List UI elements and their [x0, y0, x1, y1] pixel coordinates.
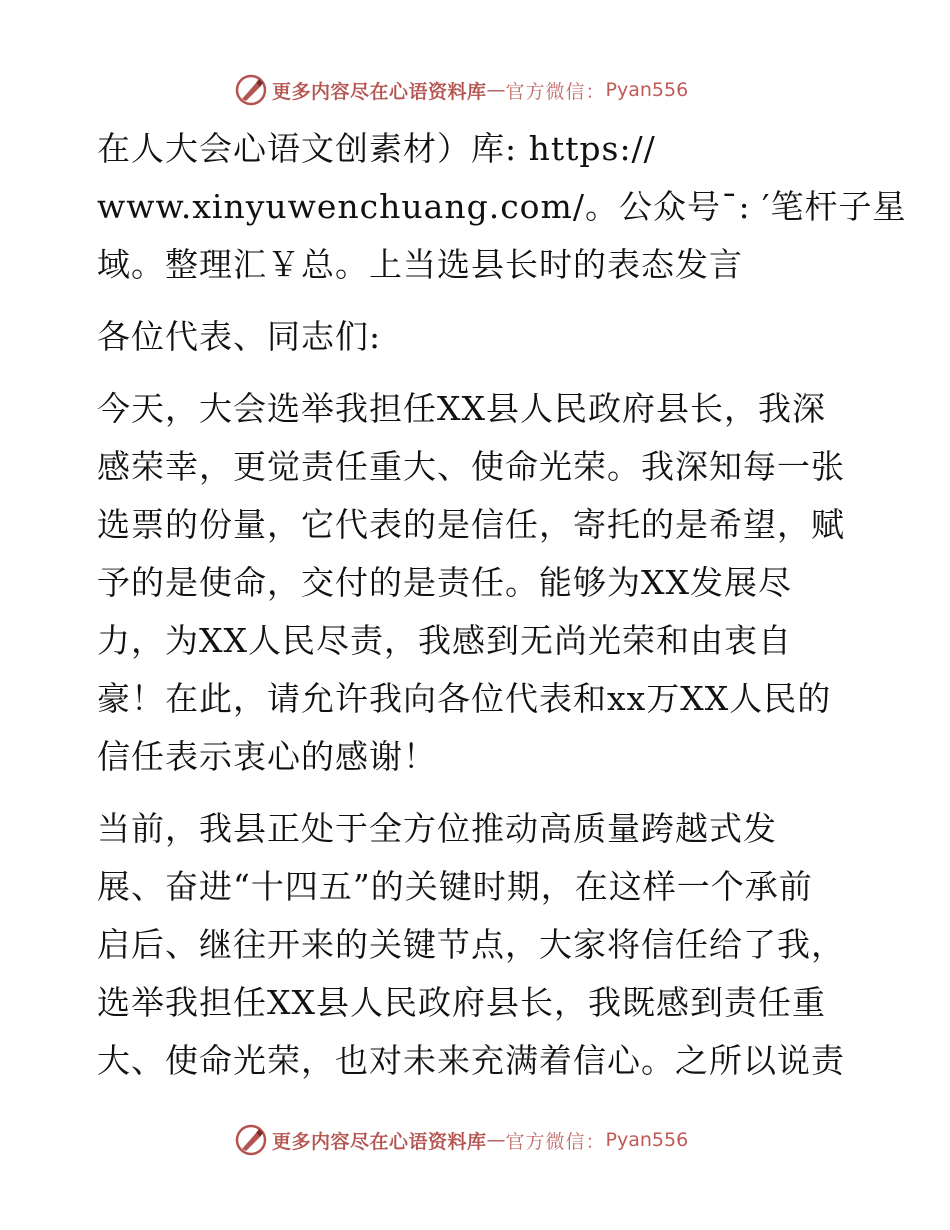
text-line: 当前，我县正处于全方位推动高质量跨越式发	[97, 809, 777, 848]
text-line: 展、奋进“十四五”的关键时期，在这样一个承前	[97, 867, 813, 906]
text-line: 启后、继往开来的关键节点，大家将信任给了我，	[97, 925, 845, 964]
text-line: 豪！在此，请允许我向各位代表和xx万XX人民的	[97, 679, 832, 718]
pen-logo-icon	[234, 1123, 268, 1157]
text-line: 选举我担任XX县人民政府县长，我既感到责任重	[97, 983, 826, 1022]
pen-logo-icon	[234, 73, 268, 107]
text-line: 信任表示衷心的感谢！	[97, 737, 437, 776]
text-line: 在人大会心语文创素材）库: https://	[97, 129, 656, 168]
footer-banner	[234, 1122, 688, 1158]
text-line: 力，为XX人民尽责，我感到无尚光荣和由衷自	[97, 621, 792, 660]
document-body	[97, 120, 907, 1104]
text-line: www.xinyuwenchuang.com/。公众号¯: ′笔杆子星	[97, 187, 907, 226]
banner-official-label: 官方微信：	[505, 80, 606, 103]
banner-wechat-id: Pyan556	[605, 1129, 689, 1151]
banner-dash: —	[486, 1129, 506, 1151]
banner-wechat-id: Pyan556	[605, 79, 689, 101]
text-line: 各位代表、同志们:	[97, 317, 382, 356]
banner-official-label: 官方微信：	[505, 1130, 606, 1153]
banner-dash: —	[486, 79, 506, 101]
paragraph-current-situation	[97, 800, 857, 1090]
text-line: 今天，大会选举我担任XX县人民政府县长，我深	[97, 389, 826, 428]
paragraph-thanks	[97, 380, 857, 786]
text-line: 域。整理汇￥总。上当选县长时的表态发言	[97, 245, 743, 284]
text-line: 大、使命光荣，也对未来充满着信心。之所以说责	[97, 1041, 845, 1080]
paragraph-intro	[97, 120, 907, 294]
banner-brand-text: 更多内容尽在心语资料库	[272, 1130, 487, 1153]
text-line: 选票的份量，它代表的是信任，寄托的是希望，赋	[97, 505, 845, 544]
text-line: 感荣幸，更觉责任重大、使命光荣。我深知每一张	[97, 447, 845, 486]
header-banner	[234, 72, 688, 108]
paragraph-salutation	[97, 308, 857, 366]
text-line: 予的是使命，交付的是责任。能够为XX发展尽	[97, 563, 792, 602]
banner-brand-text: 更多内容尽在心语资料库	[272, 80, 487, 103]
